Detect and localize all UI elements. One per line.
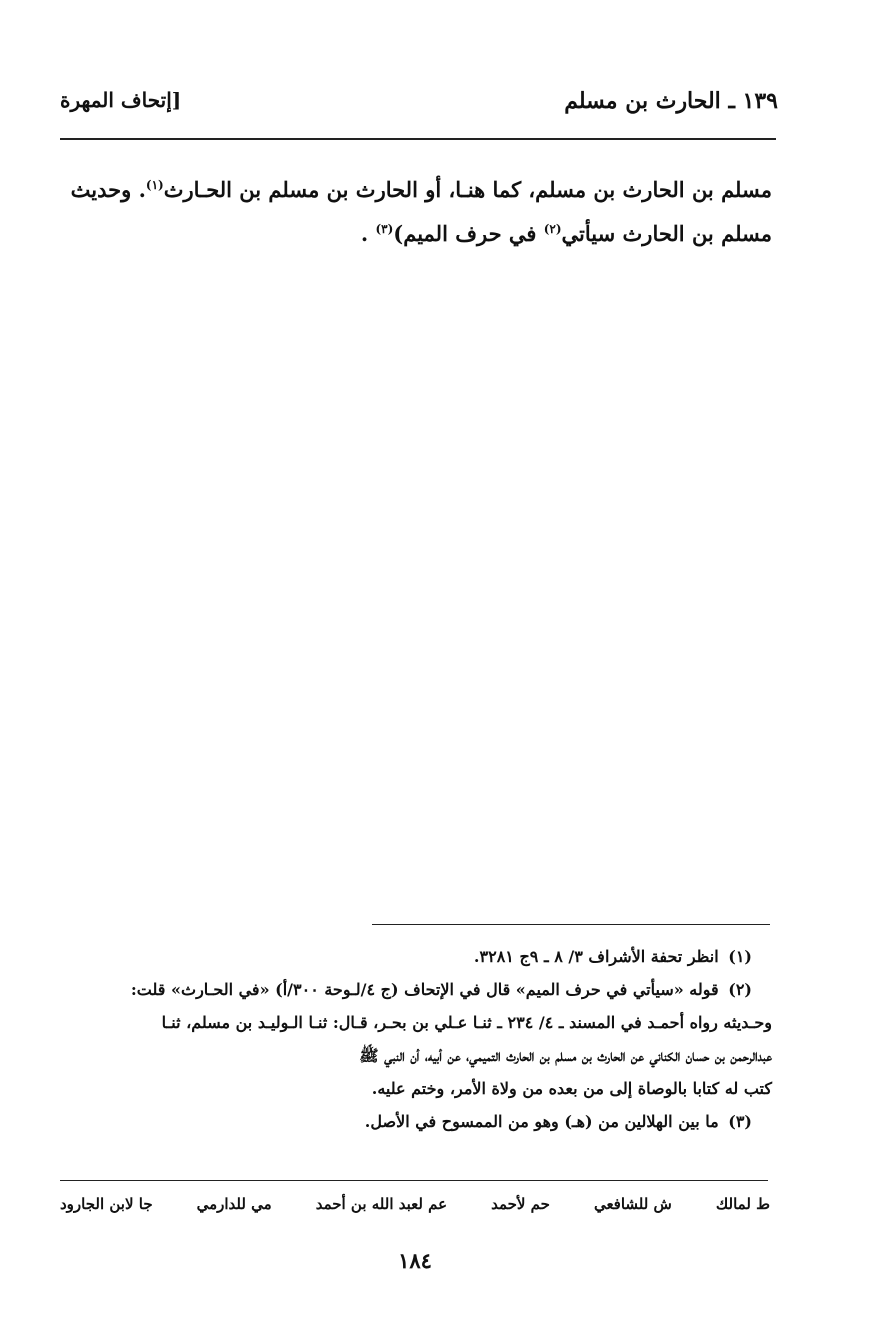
footnote-1-number: (١) [728,947,752,966]
body-line-2 [62,212,772,256]
abbrev-shafii: ش للشافعي [593,1195,672,1213]
abbrev-malik: ط لمالك [715,1195,770,1213]
abbrev-ibn-jarud: جا لابن الجارود [60,1195,153,1213]
abbreviations-divider [60,1180,768,1181]
footnote-1 [62,940,772,973]
footnote-3 [62,1105,772,1138]
abbreviations-key [60,1195,770,1213]
main-body-text [62,168,772,256]
footnotes [62,940,772,1138]
header-divider [60,138,776,140]
footnote-divider [372,924,770,925]
body-line-2-text: مسلم بن الحارث سيأتي [561,221,772,246]
page-number: ١٨٤ [398,1248,432,1273]
footnote-2-cont-3: كتب له كتابا بالوصاة إلى من بعده من ولاة الأمر، وختم عليه. [371,1079,772,1098]
footnote-2-cont-1: وحـديثه رواه أحمـد في المسند ـ ٤/ ٢٣٤ ـ ثنـا عـلي بن بحـر، قـال: ثنـا الـوليـد بن مسلم، ثنـا [161,1013,772,1032]
footnote-ref-3: (٣) [375,222,394,236]
abbrev-ahmad: حم لأحمد [491,1195,550,1213]
running-header [60,88,778,122]
footnote-2-number: (٢) [728,980,752,999]
body-line-2-end: . [360,221,376,246]
body-line-1 [62,168,772,212]
footnote-2-line-1: قوله «سيأتي في حرف الميم» قال في الإتحاف (ج ٤/لـوحة ٣٠٠/أ) «في الحـارث» قلت: [130,980,719,999]
abbrev-darimi: مي للدارمي [196,1195,272,1213]
footnote-ref-2: (٢) [543,222,562,236]
book-title: [إتحاف المهرة [60,88,182,112]
footnote-3-number: (٣) [728,1112,752,1131]
footnote-2 [62,973,772,1006]
section-title: ١٣٩ ـ الحارث بن مسلم [564,88,778,114]
abbrev-abdullah: عم لعبد الله بن أحمد [315,1195,448,1213]
footnote-2-cont-2: عبدالرحمن بن حسان الكناني عن الحارث بن مسلم بن الحارث التميمي، عن أبيه، أن النبي ﷺ [359,1046,772,1065]
footnote-3-text: ما بين الهلالين من (هـ) وهو من الممسوح في الأصل. [364,1112,719,1131]
body-line-2-mid: في حرف الميم) [393,221,544,246]
body-line-1-end: . وحديث [70,177,146,202]
footnote-ref-1: (١) [145,178,164,192]
body-line-1-text: مسلم بن الحارث بن مسلم، كما هنـا، أو الحارث بن مسلم بن الحـارث [163,177,772,202]
footnote-1-text: انظر تحفة الأشراف ٣/ ٨ ـ ٩ج ٣٢٨١. [473,947,719,966]
